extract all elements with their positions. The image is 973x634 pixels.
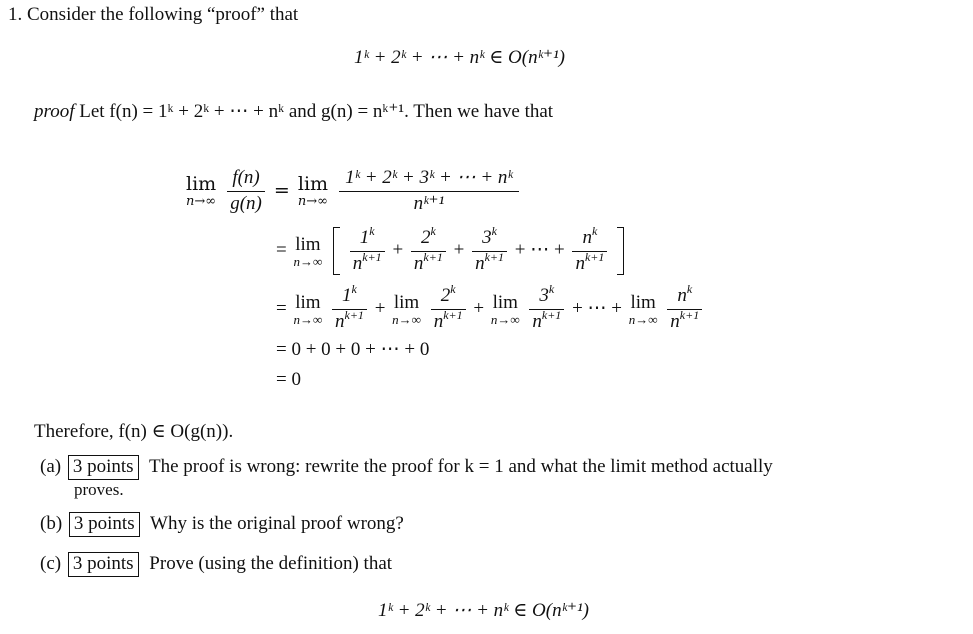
limit-operator: lim n→∞ — [297, 172, 329, 209]
part-a-points: 3 points — [68, 455, 139, 480]
derivation-step-2: = lim n→∞ $\frac{1^k}{n^{k+1}}$ + $\frac{2^k}{n^{k+1}}$ + $\frac{3^k}{n^{k+1}}$ + ⋯ + $\frac{n^k}{n^{k+1}}$ — [276, 227, 628, 275]
part-b-points: 3 points — [69, 512, 140, 537]
part-a — [40, 455, 773, 480]
claim-equation: 1ᵏ + 2ᵏ + ⋯ + nᵏ ∈ O(nᵏ⁺¹) — [354, 47, 566, 68]
derivation-step-3: = lim n→∞ $\frac{1^k}{n^{k+1}}$ + lim n→∞ $\frac{2^k}{n^{k+1}}$ + lim n→∞ $\frac{3^k}{n^{k+1}}$ + ⋯ + lim n→∞ $\frac{n^k}{n^{k+1}}$ — [276, 286, 705, 333]
limit-operator: lim n→∞ — [186, 172, 217, 209]
proof-intro-line — [34, 101, 553, 124]
derivation-step-1: lim n→∞ $\frac{f(n)}{g(n)}$ = lim n→∞ $\frac{\text{1ᵏ + 2ᵏ + 3ᵏ + ⋯ + nᵏ}}{\text{nᵏ⁺¹}}$ — [184, 168, 522, 215]
therefore-line: Therefore, f(n) ∈ O(g(n)). — [34, 421, 234, 442]
derivation-step-4: = 0 + 0 + 0 + ⋯ + 0 — [276, 339, 430, 360]
proof-label: proof — [34, 101, 75, 122]
part-c-text: Prove (using the definition) that — [149, 553, 393, 574]
part-c-label: (c) — [40, 553, 62, 574]
part-b-label: (b) — [40, 513, 63, 534]
problem-number: 1. — [8, 4, 23, 25]
problem-intro: Consider the following “proof” that — [27, 4, 299, 25]
part-c — [40, 552, 392, 577]
part-a-label: (a) — [40, 456, 62, 477]
derivation-step-5: = 0 — [276, 369, 301, 390]
part-c-points: 3 points — [68, 552, 139, 577]
part-b — [40, 512, 404, 537]
part-a-text: The proof is wrong: rewrite the proof for k = 1 and what the limit method actually — [148, 456, 773, 477]
problem-header — [8, 4, 298, 27]
right-bracket — [617, 227, 624, 275]
part-b-text: Why is the original proof wrong? — [150, 513, 404, 534]
proof-let-text: Let f(n) = 1ᵏ + 2ᵏ + ⋯ + nᵏ and g(n) = nᵏ⁺¹. Then we have that — [79, 101, 554, 122]
part-a-continuation: proves. — [74, 480, 124, 499]
fraction-f-over-g: $\frac{f(n)}{g(n)}$ — [227, 168, 265, 215]
left-bracket — [333, 227, 340, 275]
fraction-sum-over-power: $\frac{\text{1ᵏ + 2ᵏ + 3ᵏ + ⋯ + nᵏ}}{\text{nᵏ⁺¹}}$ — [339, 168, 519, 215]
final-claim-equation: 1ᵏ + 2ᵏ + ⋯ + nᵏ ∈ O(nᵏ⁺¹) — [378, 600, 590, 621]
